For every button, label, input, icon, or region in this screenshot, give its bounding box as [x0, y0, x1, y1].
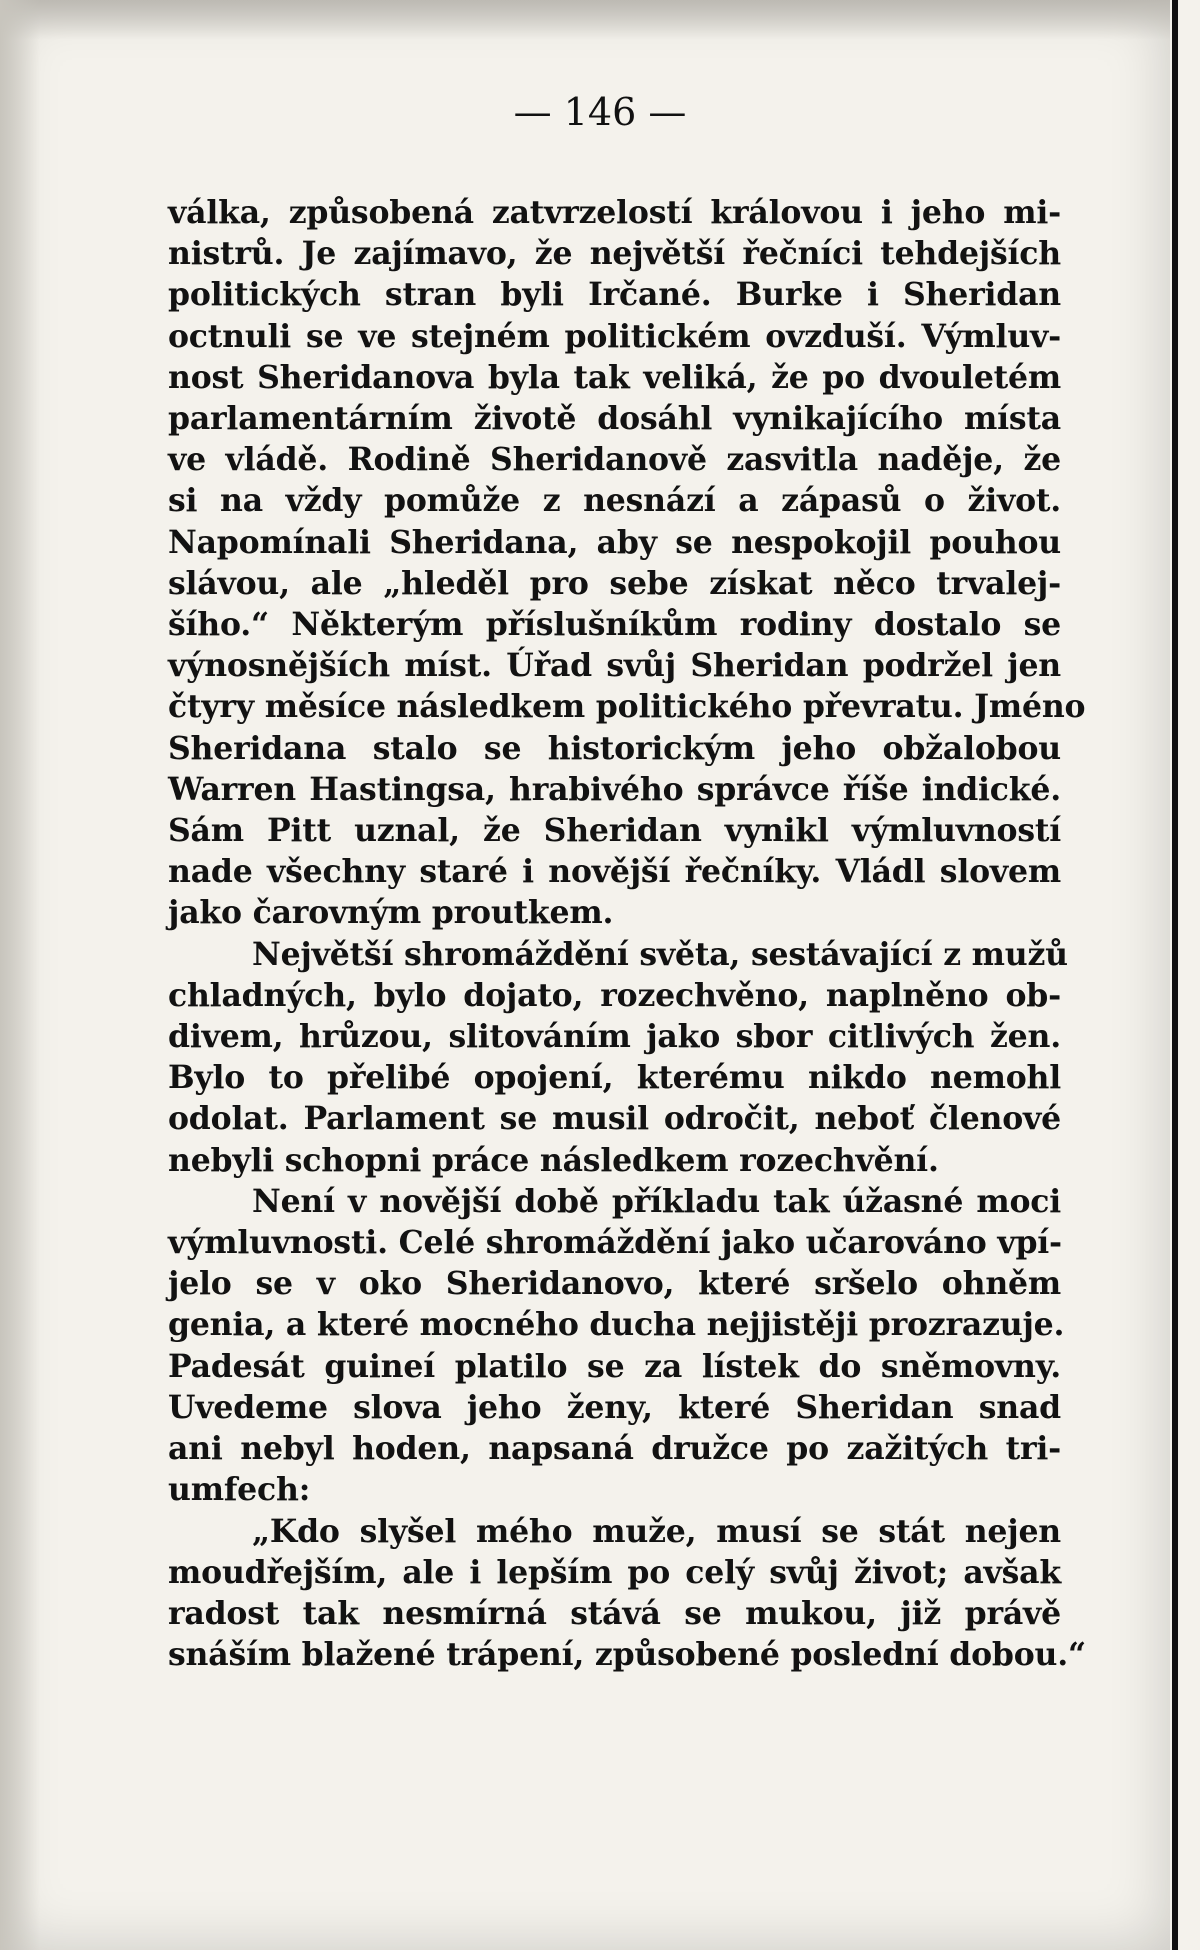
body-text [168, 192, 1086, 1675]
text-line: válka, způsobená zatvrzelostí královou i jeho mi- [168, 194, 1061, 231]
text-line: nistrů. Je zajímavo, že největší řečníci tehdejších [168, 235, 1061, 273]
text-line: moudřejším, ale i lepším po celý svůj život; avšak [168, 1553, 1061, 1591]
text-line: chladných, bylo dojato, rozechvěno, naplněno ob- [168, 976, 1061, 1014]
text-line: výmluvnosti. Celé shromáždění jako učarováno vpí- [168, 1224, 1062, 1262]
text-line: Sám Pitt uznal, že Sheridan vynikl výmluvností [168, 812, 1061, 850]
text-line: Bylo to přelibé opojení, kterému nikdo nemohl [168, 1059, 1061, 1097]
text-line: Napomínali Sheridana, aby se nespokojil pouhou [168, 523, 1061, 561]
text-line: šího.“ Některým příslušníkům rodiny dostalo se [168, 606, 1061, 644]
text-line: ve vládě. Rodině Sheridanově zasvitla naděje, že [168, 441, 1061, 479]
text-line: čtyry měsíce následkem politického převratu. Jméno [168, 688, 1086, 726]
page-edge-line [1172, 0, 1178, 1950]
text-line: „Kdo slyšel mého muže, musí se stát nejen [252, 1512, 1061, 1550]
text-line: divem, hrůzou, slitováním jako sbor citlivých žen. [168, 1018, 1061, 1056]
text-line: Padesát guineí platilo se za lístek do sněmovny. [168, 1347, 1061, 1385]
text-line: nade všechny staré i novější řečníky. Vládl slovem [168, 853, 1061, 891]
text-line: snáším blažené trápení, způsobené poslední dobou.“ [168, 1636, 1086, 1674]
text-line: parlamentárním životě dosáhl vynikajícího místa [168, 400, 1061, 438]
page-top-shadow [0, 0, 1170, 40]
text-line: jako čarovným proutkem. [168, 894, 614, 932]
text-line: si na vždy pomůže z nesnází a zápasů o život. [168, 482, 1061, 520]
text-line: Největší shromáždění světa, sestávající z mužů [252, 935, 1068, 973]
text-line: nebyli schopni práce následkem rozechvění. [168, 1141, 939, 1179]
text-line: jelo se v oko Sheridanovo, které sršelo ohněm [168, 1265, 1061, 1303]
text-line: Warren Hastingsa, hrabivého správce říše indické. [168, 770, 1061, 808]
text-line: nost Sheridanova byla tak veliká, že po dvouletém [168, 358, 1061, 396]
page-number: — 146 — [513, 90, 687, 134]
text-line: odolat. Parlament se musil odročit, neboť členové [168, 1100, 1061, 1138]
text-line: ani nebyl hoden, napsaná družce po zažitých tri- [168, 1430, 1061, 1468]
text-line: výnosnějších míst. Úřad svůj Sheridan podržel jen [168, 647, 1061, 685]
text-line: genia, a které mocného ducha nejjistěji prozrazuje. [168, 1306, 1065, 1344]
text-line: politických stran byli Irčané. Burke i Sheridan [168, 276, 1061, 314]
text-line: Uvedeme slova jeho ženy, které Sheridan snad [168, 1388, 1061, 1426]
text-line: slávou, ale „hleděl pro sebe získat něco trvalej- [168, 564, 1061, 602]
text-line: Sheridana stalo se historickým jeho obžalobou [168, 729, 1061, 767]
text-line: umfech: [168, 1471, 311, 1509]
text-line: Není v novější době příkladu tak úžasné moci [252, 1182, 1061, 1220]
page-left-shadow [0, 0, 40, 1950]
text-line: octnuli se ve stejném politickém ovzduší. Výmluv- [168, 317, 1061, 355]
text-line: radost tak nesmírná stává se mukou, již právě [168, 1594, 1061, 1632]
